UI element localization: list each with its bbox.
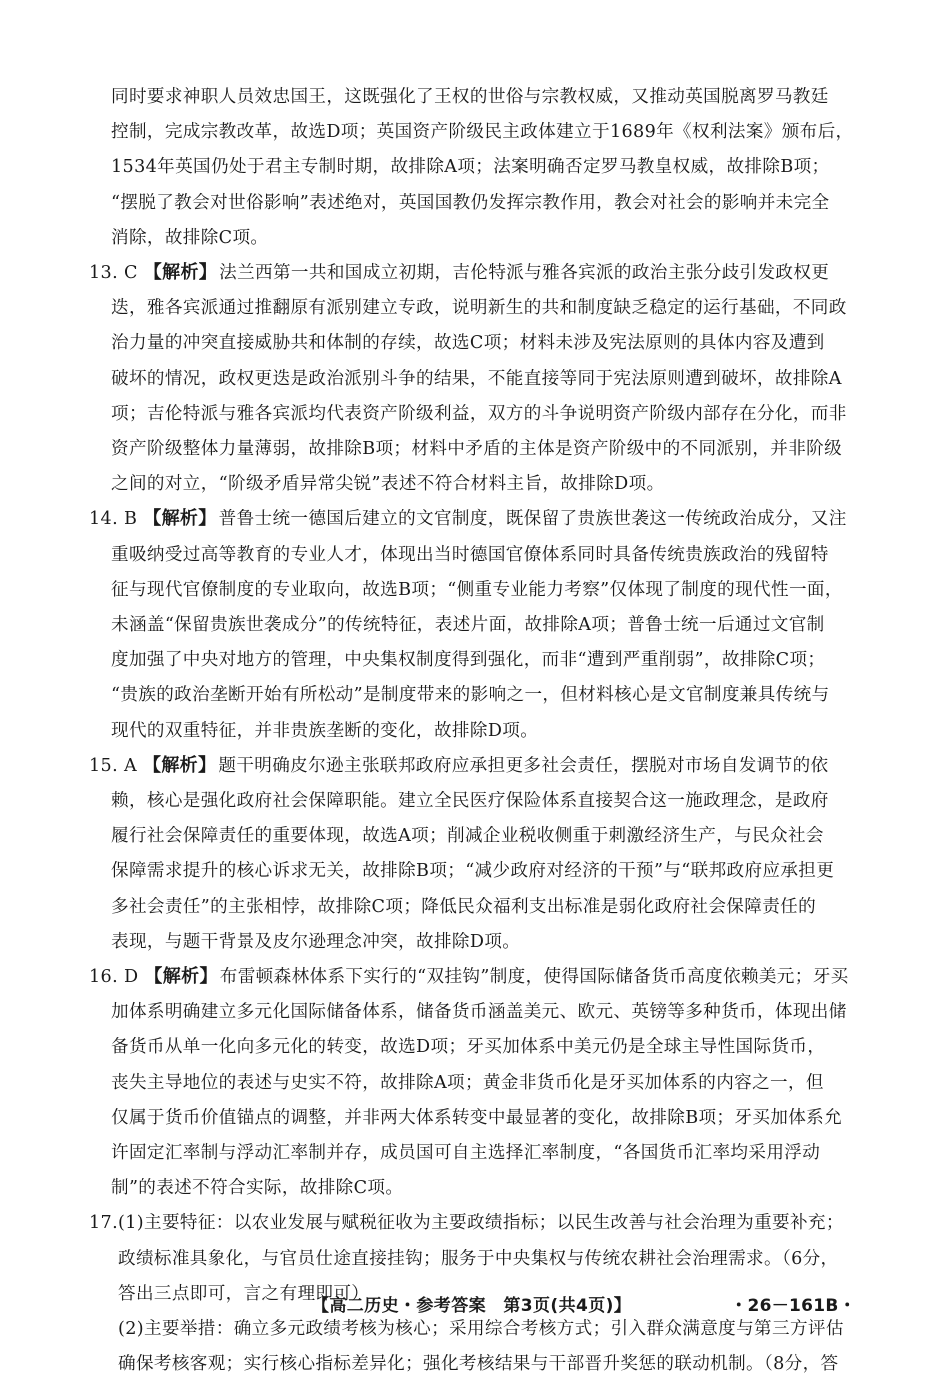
footer-title: 【高二历史・参考答案 第3页(共4页)】: [312, 1296, 632, 1316]
q13-line-2: 迭，雅各宾派通过推翻原有派别建立专政，说明新生的共和制度缺乏稳定的运行基础，不同政: [111, 298, 847, 319]
q17-part1-line-2: 政绩标准具象化，与官员仕途直接挂钩；服务于中央集权与传统农耕社会治理需求。（6分，: [118, 1248, 839, 1269]
q13-line-6: 资产阶级整体力量薄弱，故排除B项；材料中矛盾的主体是资产阶级中的不同派别，并非阶级: [111, 439, 843, 459]
footer-code: ・26－161B・: [730, 1296, 856, 1316]
q14-line-6: “贵族的政治垄断开始有所松动”是制度带来的影响之一，但材料核心是文官制度兼具传统与: [111, 685, 830, 706]
p12-line-2: 控制，完成宗教改革，故选D项；英国资产阶级民主政体建立于1689年《权利法案》颁布后，: [111, 122, 854, 143]
p12-line-1: 同时要求神职人员效忠国王，这既强化了王权的世俗与宗教权威，又推动英国脱离罗马教廷: [111, 87, 829, 107]
q15-first-text: 题干明确皮尔逊主张联邦政府应承担更多社会责任，摆脱对市场自发调节的依: [218, 755, 829, 776]
q15-line-3: 履行社会保障责任的重要体现，故选A项；削减企业税收侧重于刺激经济生产，与民众社会: [111, 826, 824, 847]
q16-line-3: 备货币从单一化向多元化的转变，故选D项；牙买加体系中美元仍是全球主导性国际货币，: [111, 1037, 826, 1058]
q16-line-6: 许固定汇率制与浮动汇率制并存，成员国可自主选择汇率制度，“各国货币汇率均采用浮动: [111, 1143, 821, 1163]
q15-line-2: 赖，核心是强化政府社会保障职能。建立全民医疗保险体系直接契合这一施政理念，是政府: [111, 791, 829, 811]
q15-analysis-tag: 【解析】: [142, 754, 217, 776]
q13-number: 13. C: [89, 263, 138, 283]
p12-line-3: 1534年英国仍处于君主专制时期，故排除A项；法案明确否定罗马教皇权威，故排除B项；: [111, 157, 830, 178]
q16-number: 16. D: [89, 967, 139, 987]
p12-line-4: “摆脱了教会对世俗影响”表述绝对，英国国教仍发挥宗教作用，教会对社会的影响并未完全: [111, 192, 830, 213]
q17-number: 17.: [89, 1213, 119, 1234]
q13-line-5: 项；吉伦特派与雅各宾派均代表资产阶级利益，双方的斗争说明资产阶级内部存在分化，而非: [111, 403, 847, 424]
q14-line-3: 征与现代官僚制度的专业取向，故选B项；“侧重专业能力考察”仅体现了制度的现代性一面，: [111, 579, 843, 600]
q14-line-2: 重吸纳受过高等教育的专业人才，体现出当时德国官僚体系同时具备传统贵族政治的残留特: [111, 544, 829, 565]
q17-part1-line-3: 答出三点即可，言之有理即可）: [118, 1283, 370, 1304]
q15-line-5: 多社会责任”的主张相悖，故排除C项；降低民众福利支出标准是弱化政府社会保障责任的: [111, 896, 817, 917]
q16-line-4: 丧失主导地位的表述与史实不符，故排除A项；黄金非货币化是牙买加体系的内容之一，但: [111, 1072, 824, 1093]
q17-part1-first: (1)主要特征：以农业发展与赋税征收为主要政绩指标；以民生改善与社会治理为重要补充；: [118, 1213, 844, 1234]
q16-line-7: 制”的表述不符合实际，故排除C项。: [111, 1178, 404, 1199]
q13-line-3: 治力量的冲突直接威胁共和体制的存续，故选C项；材料未涉及宪法原则的具体内容及遭到: [111, 333, 825, 354]
q14-analysis-tag: 【解析】: [143, 508, 217, 530]
q15-line-6: 表现，与题干背景及皮尔逊理念冲突，故排除D项。: [111, 931, 521, 952]
q14-first-text: 普鲁士统一德国后建立的文官制度，既保留了贵族世袭这一传统政治成分，又注: [218, 509, 847, 530]
q17-first-line: [0, 1210, 950, 1236]
q14-number: 14. B: [89, 509, 138, 530]
q14-line-5: 度加强了中央对地方的管理，中央集权制度得到强化，而非“遭到严重削弱”，故排除C项；: [111, 650, 826, 671]
q13-first-text: 法兰西第一共和国成立初期，吉伦特派与雅各宾派的政治主张分歧引发政权更: [219, 263, 830, 283]
q13-line-4: 破坏的情况，政权更迭是政治派别斗争的结果，不能直接等同于宪法原则遭到破坏，故排除A: [111, 368, 842, 389]
q17-part2-line-2: 确保考核客观；实行核心指标差异化；强化考核结果与干部晋升奖惩的联动机制。（8分，答: [118, 1354, 839, 1375]
q16-analysis-tag: 【解析】: [144, 966, 218, 987]
q16-line-5: 仅属于货币价值锚点的调整，并非两大体系转变中最显著的变化，故排除B项；牙买加体系允: [111, 1107, 843, 1128]
q14-line-4: 未涵盖“保留贵族世袭成分”的传统特征，表述片面，故排除A项；普鲁士统一后通过文官制: [111, 615, 825, 635]
q15-line-4: 保障需求提升的核心诉求无关，故排除B项；“减少政府对经济的干预”与“联邦政府应承担更: [111, 861, 835, 882]
q15-first-line: [0, 753, 950, 779]
q13-analysis-tag: 【解析】: [143, 262, 218, 283]
q14-line-7: 现代的双重特征，并非贵族垄断的变化，故排除D项。: [111, 720, 539, 741]
q13-line-7: 之间的对立，“阶级矛盾异常尖锐”表述不符合材料主旨，故排除D项。: [111, 474, 665, 495]
q14-first-line: [0, 506, 950, 532]
q16-first-text: 布雷顿森林体系下实行的“双挂钩”制度，使得国际储备货币高度依赖美元；牙买: [219, 967, 849, 987]
q16-line-2: 加体系明确建立多元化国际储备体系，储备货币涵盖美元、欧元、英镑等多种货币，体现出储: [111, 1002, 847, 1023]
q13-first-line: [0, 260, 950, 286]
q17-part2-first: (2)主要举措：确立多元政绩考核为核心；采用综合考核方式；引入群众满意度与第三方评估: [118, 1319, 844, 1339]
q15-number: 15. A: [89, 755, 138, 776]
p12-line-5: 消除，故排除C项。: [111, 227, 269, 248]
q16-first-line: [0, 964, 950, 990]
